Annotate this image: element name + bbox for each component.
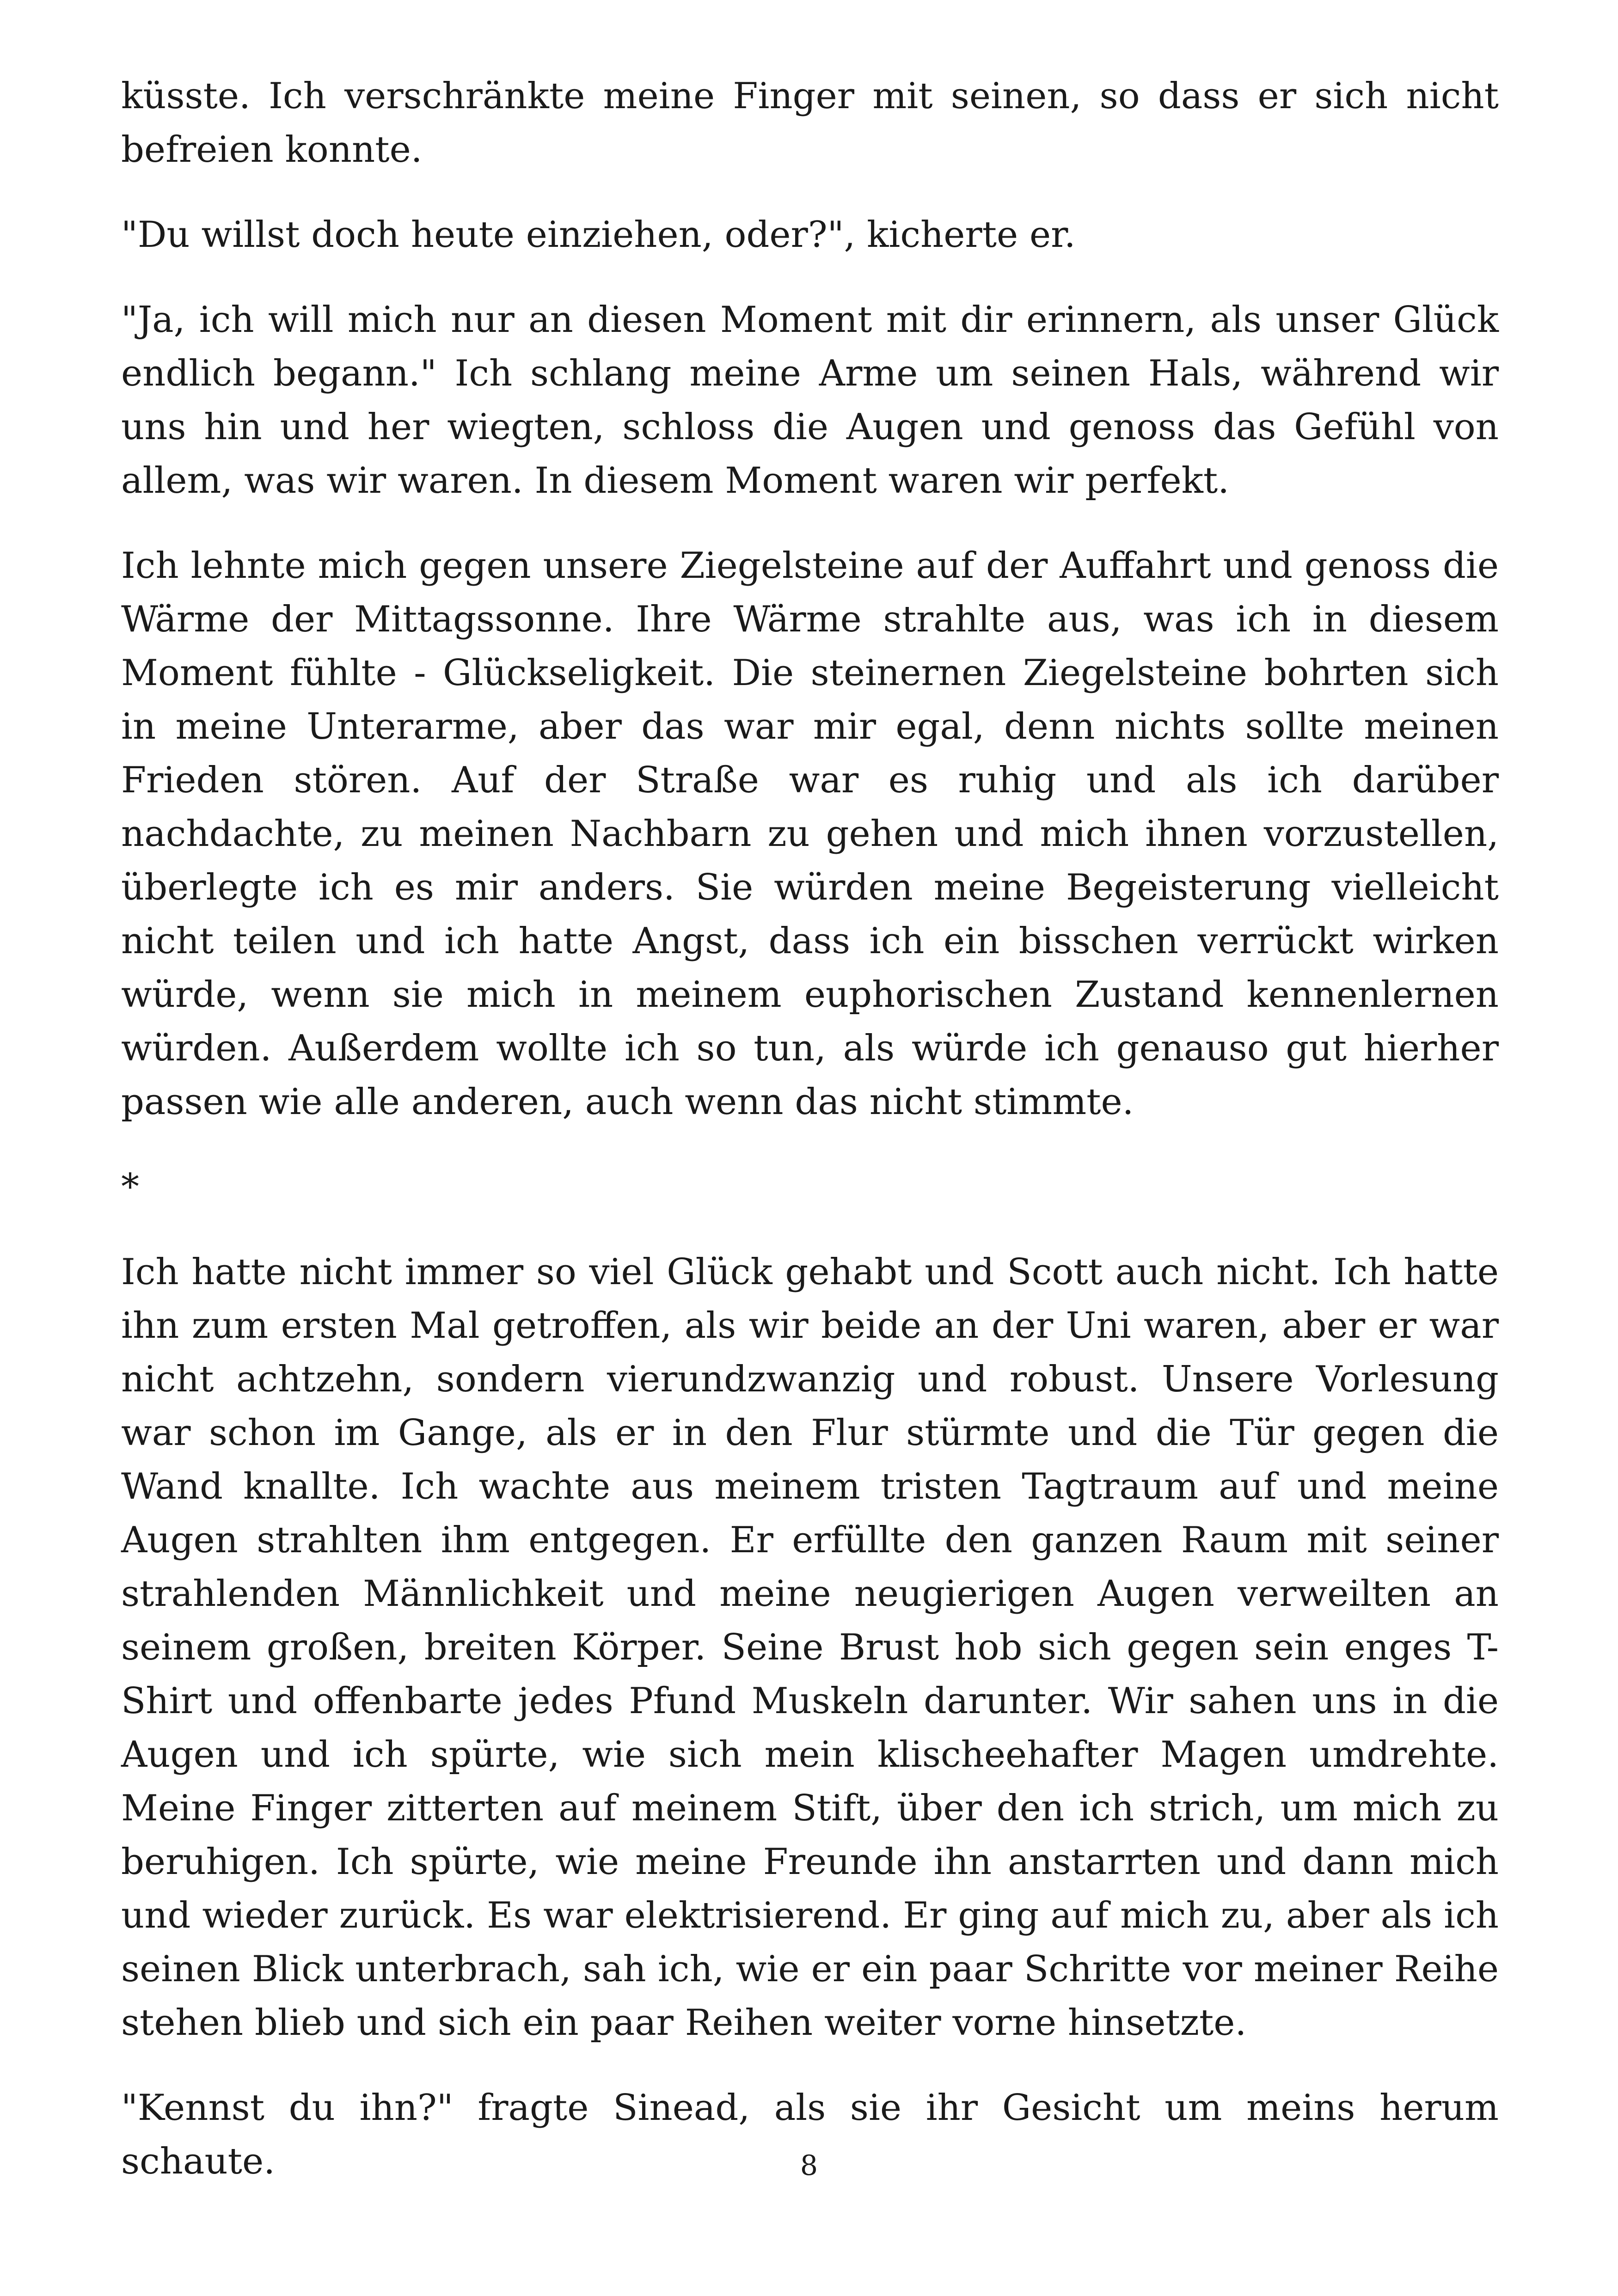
body-text (121, 69, 1499, 2220)
paragraph-2: "Du willst doch heute einziehen, oder?", kicherte er. (121, 214, 1076, 256)
paragraph-1: küsste. Ich verschränkte meine Finger mit seinen, so dass er sich nicht befreien konnte. (121, 75, 1499, 171)
paragraph-6: "Kennst du ihn?" fragte Sinead, als sie ihr Gesicht um meins herum schaute. (121, 2087, 1499, 2182)
section-separator: * (121, 1166, 139, 1208)
page-number: 8 (800, 2149, 818, 2182)
paragraph-3: "Ja, ich will mich nur an diesen Moment mit dir erinnern, als unser Glück endlich begann." Ich schlang meine Arme um seinen Hals, während wir uns hin und her wiegten, schloss die Augen und genoss das Gefühl von allem, was wir waren. In diesem Moment waren wir perfekt. (121, 299, 1499, 502)
paragraph-4: Ich lehnte mich gegen unsere Ziegelsteine auf der Auffahrt und genoss die Wärme der Mittagssonne. Ihre Wärme strahlte aus, was ich in diesem Moment fühlte - Glückseligkeit. Die steinernen Ziegelsteine bohrten sich in meine Unterarme, aber das war mir egal, denn nichts sollte meinen Frieden stören. Auf der Straße war es ruhig und als ich darüber nachdachte, zu meinen Nachbarn zu gehen und mich ihnen vorzustellen, überlegte ich es mir anders. Sie würden meine Begeisterung vielleicht nicht teilen und ich hatte Angst, dass ich ein bisschen verrückt wirken würde, wenn sie mich in meinem euphorischen Zustand kennenlernen würden. Außerdem wollte ich so tun, als würde ich genauso gut hierher passen wie alle anderen, auch wenn das nicht stimmte. (121, 545, 1499, 1123)
paragraph-5: Ich hatte nicht immer so viel Glück gehabt und Scott auch nicht. Ich hatte ihn zum ersten Mal getroffen, als wir beide an der Uni waren, aber er war nicht achtzehn, sondern vierundzwanzig und robust. Unsere Vorlesung war schon im Gange, als er in den Flur stürmte und die Tür gegen die Wand knallte. Ich wachte aus meinem tristen Tagtraum auf und meine Augen strahlten ihm entgegen. Er erfüllte den ganzen Raum mit seiner strahlenden Männlichkeit und meine neugierigen Augen verweilten an seinem großen, breiten Körper. Seine Brust hob sich gegen sein enges T-Shirt und offenbarte jedes Pfund Muskeln darunter. Wir sahen uns in die Augen und ich spürte, wie sich mein klischeehafter Magen umdrehte. Meine Finger zitterten auf meinem Stift, über den ich strich, um mich zu beruhigen. Ich spürte, wie meine Freunde ihn anstarrten und dann mich und wieder zurück. Es war elektrisierend. Er ging auf mich zu, aber als ich seinen Blick unterbrach, sah ich, wie er ein paar Schritte vor meiner Reihe stehen blieb und sich ein paar Reihen weiter vorne hinsetzte. (121, 1251, 1499, 2044)
